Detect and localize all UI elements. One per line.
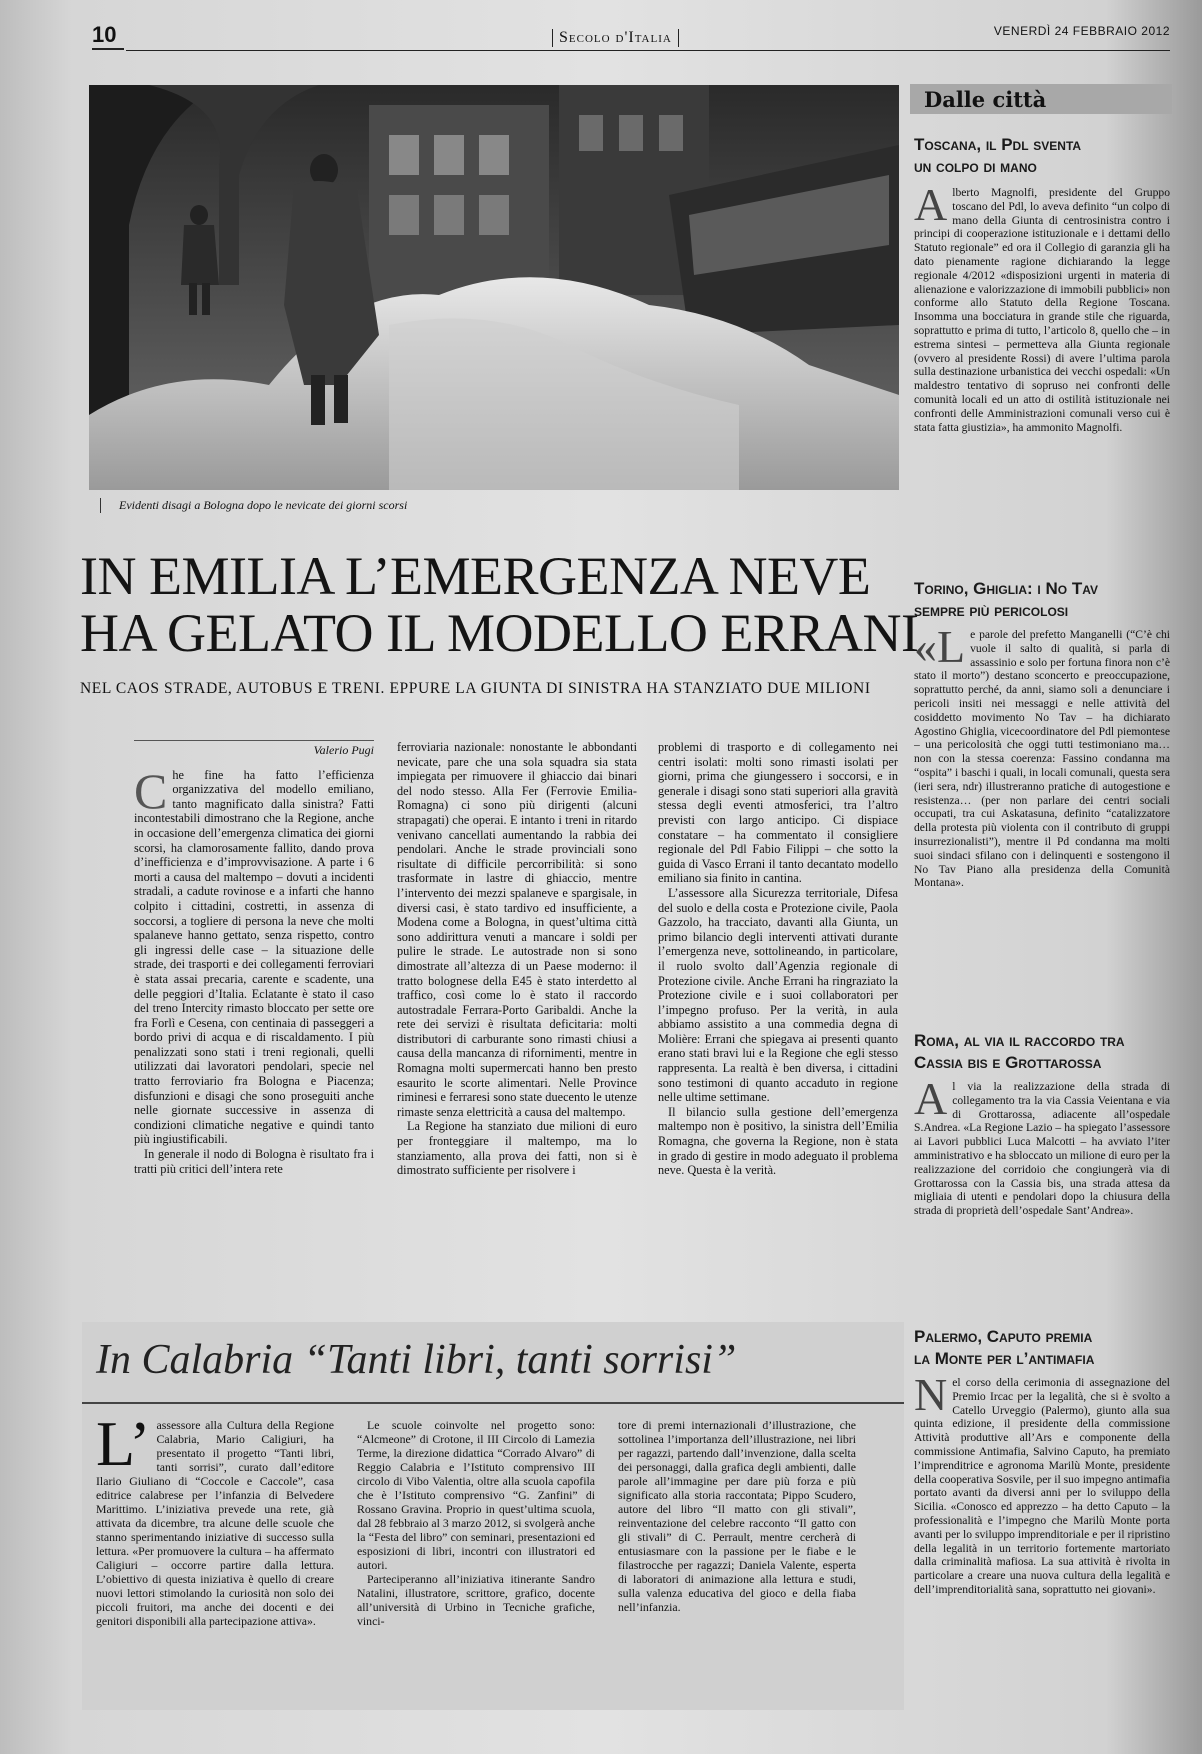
snow-photo (89, 85, 899, 490)
story-text (914, 186, 1170, 536)
paragraph: he fine ha fatto l’efficienza organizzativa del modello emiliano, tanto magnificato dalla sinistra? Fatti incontestabili dimostrano che la Regione, anche in occasione dell’emergenza climatica dei giorni scorsi, ha clamorosamente fallito, dando prova d’inefficienza e d’improvvisazione. A parte i 6 morti a causa del maltempo – dovuti a incidenti stradali, a cadute rovinose e a infarti che hanno colpito i cittadini, costretti, in assenza di soccorsi, a togliere di persona la neve che molti spalaneve hanno gettato, senza rispetto, contro gli ingressi delle case – la situazione delle strade, dei trasporti e dei collegamenti ferroviari è stata assai precaria, carente e scadente, una delle peggiori d’Italia. Eclatante è stato il caso del treno Intercity rimasto bloccato per sette ore fra Forlì e Cesena, con centinaia di passeggeri a bordo privi di acqua e di riscaldamento. I più penalizzati sono stati i treni regionali, quelli utilizzati dai lavoratori pendolari, specie nel tratto ferroviario fra Bologna e Piacenza; disfunzioni e disagi che sono proseguiti anche nelle giornate successive in assenza di condizioni climatiche negative e quindi tanto più ingiustificabili. (134, 767, 374, 1147)
article-column-1 (134, 740, 374, 1300)
story-body: l via la realizzazione della strada di collegamento tra la via Cassia Veientana e via di Grottarossa, adiacente all’ospedale S.Andrea. «La Regione Lazio – ha spiegato l’assessore ai Lavori pubblici Luca Malcotti – ha avviato l’iter amministrativo e ha sbloccato un milione di euro per la realizzazione del corridoio che congiungerà via di Grottarossa con la Cassia bis, una strada attesa da migliaia di utenti e pendolari dopo la chiusura della strada di proprietà dell’ospedale Sant’Andrea». (914, 1080, 1170, 1218)
paragraph: Parteciperanno all’iniziativa itinerante Sandro Natalini, illustratore, scrittore, grafico, docente all’università di Urbino in Tecniche grafiche, vinci- (357, 1572, 595, 1628)
story-body: el corso della cerimonia di assegnazione del Premio Ircac per la legalità, che si è svolto a Catello Urveggio (Palermo), giunto alla sua quinta edizione, il presidente della commissione Attività produttive all’Ars e componente della commissione Antimafia, Salvino Caputo, ha premiato l’imprenditrice e agronoma Marilù Monte, presidente della cooperativa Sosvile, per il suo impegno antimafia portato avanti da diversi anni per lo sviluppo della Sicilia. «Conosco ed apprezzo – ha detto Caputo – la professionalità e l’impegno che Marilù Monte porta avanti per lo sviluppo imprenditoriale e per il ripristino della legalità in un territorio fortemente martoriato dalla criminalità mafiosa. La sua attività è rivolta in particolare a creare una nuova cultura della legalità e dell’imprenditorialità sana, soprattutto nei giovani». (914, 1376, 1170, 1596)
story-dropcap: A (914, 1080, 948, 1124)
story-dropcap: «L (914, 628, 966, 672)
story-dropcap: A (914, 186, 948, 230)
story-headline-line: la Monte per l’antimafia (914, 1349, 1095, 1368)
story-headline (914, 578, 1170, 622)
byline: Valerio Pugi (134, 740, 374, 758)
page-number: 10 (92, 22, 124, 50)
story-headline (914, 1326, 1170, 1370)
story-dropcap: N (914, 1376, 948, 1420)
story-headline-line: Cassia bis e Grottarossa (914, 1053, 1102, 1072)
issue-date: VENERDÌ 24 FEBBRAIO 2012 (993, 24, 1170, 38)
headline-line-2: HA GELATO IL MODELLO ERRANI (80, 603, 919, 663)
story-body: lberto Magnolfi, presidente del Gruppo toscano del Pdl, lo aveva definito “un colpo di mano della Giunta di centrosinistra contro i principi di cooperazione istituzionale e i dettami dello Statuto regionale” ed ora il Collegio di garanzia gli ha dato pienamente ragione dichiarando la legge regionale 4/2012 «disposizioni urgenti in materia di alienazione e valorizzazione di immobili pubblici» non conforme allo Statuto della Regione Toscana. Insomma una bocciatura in grande stile che riguarda, soprattutto e prima di tutto, l’articolo 8, quello che – in estrema sintesi – permetteva alla Giunta regionale (ovvero al presidente Rossi) di avere l’ultima parola sulla destinazione urbanistica dei vecchi ospedali: «Un maldestro tentativo di sopruso nei confronti delle comunità locali ed un atto di ostilità istituzionale nei confronti delle Amministrazioni comunali verso cui è stata fatta giustizia», ha ammonito Magnolfi. (914, 186, 1170, 434)
paragraph: In generale il nodo di Bologna è risultato fra i tratti più critici dell’intera rete (134, 1147, 374, 1176)
calabria-column-3 (618, 1418, 856, 1698)
calabria-title: In Calabria “Tanti libri, tanti sorrisi” (96, 1337, 737, 1383)
story-headline-line: Roma, al via il raccordo tra (914, 1031, 1125, 1050)
story-headline-line: un colpo di mano (914, 157, 1037, 176)
paragraph: tore di premi internazionali d’illustrazione, che sottolinea l’importanza dell’illustrazione, nei libri per ragazzi, partendo dall’invenzione, dalla scelta dei personaggi, dalla grafica degli ambienti, dalle parole all’immagine per dare più forza e più significato alla storia raccontata; Pippo Scudero, autore del libro “Il matto con gli stivali”, reinventazione del celebre racconto “Il gatto con gli stivali” di C. Perrault, mentre cercherà di entusiasmare con la passione per le fiabe e le filastrocche per ragazzi; Daniela Valente, esperta di laboratori di animazione alla lettura e studi, sulla valenza educativa del gioco e della fiaba nell’infanzia. (618, 1418, 856, 1614)
sidebar-dalle-citta (910, 80, 1178, 1740)
paragraph: L’assessore alla Sicurezza territoriale, Difesa del suolo e della costa e Protezione civile, Paola Gazzolo, ha tracciato, davanti alla Giunta, un primo bilancio degli interventi attivati durante l’emergenza neve, sottolineando, in particolare, il ruolo svolto dall’Agenzia regionale di Protezione civile. Anche Errani ha ringraziato la Protezione civile e i suoi collaboratori per l’impegno profuso. Per la verità, in aula abbiamo assistito a una commedia degna di Molière: Errani che spiegava ai presenti quanto erano stati bravi lui e la Regione che egli stesso rappresenta. La realtà è ben diversa, i cittadini sono testimoni di quanto accaduto in regione nelle ultime settimane. (658, 885, 898, 1105)
sidebar-banner (910, 84, 1172, 114)
story-headline (914, 134, 1170, 178)
paragraph: ferroviaria nazionale: nonostante le abbondanti nevicate, pare che una sola squadra sia stata impiegata per rimuovere il ghiaccio dai binari del nodo stesso. Alla Fer (Ferrovie Emilia-Romagna) ci sono più dirigenti (alcuni strapagati) che operai. E intanto i treni in ritardo venivano cancellati aumentando la rabbia dei pendolari. Anche le strade provinciali sono risultate di difficile percorribilità: si sono trasformate in lastre di ghiaccio, mentre l’intervento dei mezzi spalaneve e spargisale, in diversi casi, è stato tardivo ed insufficiente, a Modena come a Bologna, in quest’ultima città sono addirittura venuti a mancare i soldi per pulire le strade. Le autostrade non si sono dimostrate all’altezza di un Paese moderno: il tratto bolognese della E45 è stato interdetto al traffico, così come lo è stato il raccordo autostradale Ferrara-Porto Garibaldi. Anche la rete dei servizi è risultata deficitaria: molti distributori di carburante sono rimasti chiusi a causa della mancanza di rifornimenti, mentre in Romagna molti supermercati hanno ben presto esaurito le scorte alimentari. Nelle Province riminesi e ferraresi sono state duecento le utenze rimaste senza elettricità a causa del maltempo. (397, 740, 637, 1119)
article-subhead: NEL CAOS STRADE, AUTOBUS E TRENI. EPPURE LA GIUNTA DI SINISTRA HA STANZIATO DUE MILIONI (80, 680, 871, 697)
article-headline (80, 546, 919, 663)
headline-line-1: IN EMILIA L’EMERGENZA NEVE (80, 546, 871, 606)
sidebar-banner-label: Dalle città (924, 87, 1047, 112)
story-text (914, 628, 1170, 1000)
story-headline-line: sempre più pericolosi (914, 601, 1069, 620)
paragraph: problemi di trasporto e di collegamento nei centri isolati: molti sono rimasti isolati per giorni, prima che giungessero i soccorsi, e in generale i disagi sono stati superiori alla gravità stessa degli eventi atmosferici, tra l’altro previsti con largo anticipo. Ci dispiace constatare – ha commentato il consigliere regionale del Pdl Fabio Filippi – che sotto la guida di Vasco Errani il tanto decantato modello emiliano sia finito in cantina. (658, 740, 898, 886)
story-body: e parole del prefetto Manganelli (“C’è chi vuole il salto di qualità, si parla di assassinio e solo per fortuna finora non c’è stato il morto”) destano sconcerto e preoccupazione, soprattutto perché, da anni, siamo soli a denunciare i pericoli insiti nei messaggi e nelle attività del cosiddetto movimento No Tav – ha dichiarato Agostino Ghiglia, vicecoordinatore del Pdl piemontese – una pericolosità che oggi tutti testimoniano ma… non con la stessa coerenza: Fassino condanna ma “ospita” i baschi i quali, in locali comunali, questa sera (ieri sera, ndr) illustreranno pratiche di autogestione e resistenza… (per non parlare dei centri sociali occupati, tra cui Askatasuna, definito “catalizzatore della protesta più violenta con il contributo di gruppi insurrezionalisti”), mentre il Pd condanna ma molti suoi sindaci sfilano con i delinquenti e sostengono il No Tav Piano alla presidenza della Comunità Montana». (914, 628, 1170, 890)
paragraph: La Regione ha stanziato due milioni di euro per fronteggiare il maltempo, ma lo stanziamento, alla prova dei fatti, non si è dimostrato sufficiente per risolvere i (397, 1119, 637, 1178)
calabria-rule (82, 1402, 904, 1404)
story-headline-line: Toscana, il Pdl sventa (914, 135, 1082, 154)
calabria-dropcap: L’ (96, 1418, 151, 1479)
paragraph: assessore alla Cultura della Regione Calabria, Mario Caligiuri, ha presentato il progetto “Tanti libri, tanti sorrisi”, curato dall’editore Ilario Giuliano di “Coccole e Caccole”, casa editrice calabrese per l’infanzia di Belvedere Marittimo. L’iniziativa prevede una rete, già attivata da dicembre, tra alcune delle scuole che stanno sperimentando iniziative di successo sulla lettura. «Per promuovere la cultura – ha affermato Caligiuri – occorre partire dalla lettura. L’obiettivo di questa iniziativa è quello di creare nuovi lettori stimolando la curiosità non solo dei piccoli fruitori, ma anche dei docenti e dei genitori disponibili alla partecipazione attiva». (96, 1418, 334, 1628)
paragraph: Il bilancio sulla gestione dell’emergenza maltempo non è positivo, la sinistra dell’Emilia Romagna, che governa la Regione, non è stata in grado di gestire in modo adeguato il problema neve. Questa è la verità. (658, 1104, 898, 1178)
article-dropcap: C (134, 762, 168, 819)
calabria-column-1 (96, 1418, 334, 1698)
story-headline (914, 1030, 1170, 1074)
masthead (92, 22, 1170, 52)
story-text (914, 1376, 1170, 1732)
article-column-2 (397, 740, 637, 1300)
masthead-rule (126, 50, 1170, 51)
story-text (914, 1080, 1170, 1302)
story-headline-line: Palermo, Caputo premia (914, 1327, 1093, 1346)
calabria-column-2 (357, 1418, 595, 1698)
paragraph: Le scuole coinvolte nel progetto sono: “Alcmeone” di Crotone, il III Circolo di Lamezia Terme, la direzione didattica “Corrado Alvaro” di Reggio Calabria e l’Istituto comprensivo III circolo di Vibo Valentia, oltre alla scuola capofila che è l’Istituto comprensivo “G. Zanfini” di Rossano Gravina. Proprio in quest’ultima scuola, dal 28 febbraio al 3 marzo 2012, si svolgerà anche la “Festa del libro” con seminari, presentazioni ed esposizioni di libri, incontri con illustratori ed autori. (357, 1418, 595, 1572)
snow-scene-image (89, 85, 899, 490)
calabria-box (82, 1322, 904, 1710)
story-headline-line: Torino, Ghiglia: i No Tav (914, 579, 1098, 598)
paper-name: Secolo d'Italia (552, 29, 679, 47)
article-column-3 (658, 740, 898, 1300)
article-body (134, 740, 904, 1300)
photo-caption: Evidenti disagi a Bologna dopo le nevicate dei giorni scorsi (100, 498, 819, 513)
